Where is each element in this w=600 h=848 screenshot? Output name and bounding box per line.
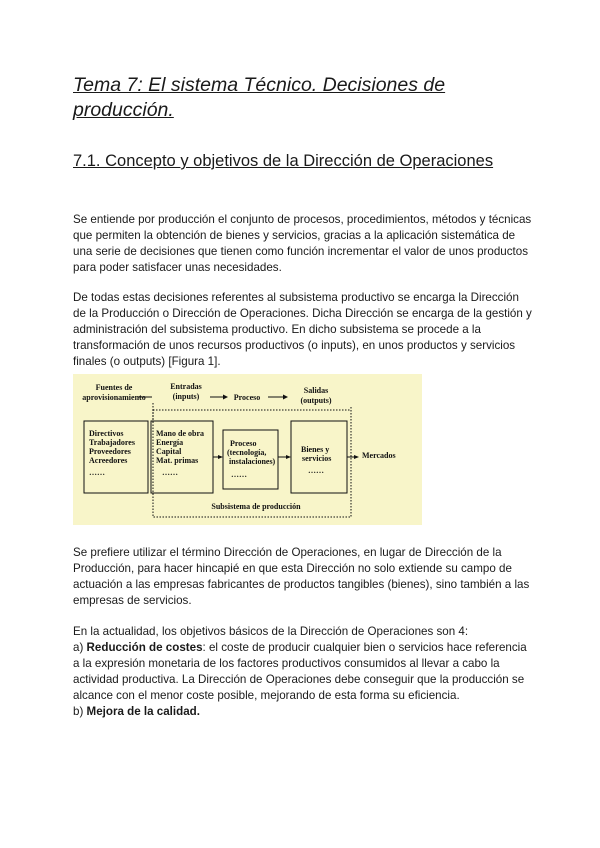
paragraph-definition: Se entiende por producción el conjunto de procesos, procedimientos, métodos y técnicas que permiten la obtención de bienes y servicios, gracias a la aplicación sistemática de una serie de decisiones que tienen como función incrementar el valor de unos productos para poder satisfacer unas necesidades. bbox=[73, 213, 532, 275]
arrowhead bbox=[286, 455, 291, 459]
figure-fuentes-item: Directivos bbox=[89, 429, 124, 438]
figure-proceso-item: instalaciones) bbox=[229, 457, 276, 466]
objective-a bbox=[73, 640, 533, 704]
figure-salidas-item: Bienes y bbox=[301, 445, 330, 454]
figure-header-salidas-2: (outputs) bbox=[300, 396, 332, 405]
objectives-block bbox=[73, 624, 533, 721]
paragraph-operaciones: Se prefiere utilizar el término Dirección de Operaciones, en lugar de Dirección de la Producción, para hacer hincapié en que esta Dirección no solo extiende su campo de actuación a las empresas fabricantes de productos tangibles (bienes), sino también a las empresas de servicios. bbox=[73, 546, 530, 608]
figure-entradas-item: Mat. primas bbox=[156, 456, 199, 465]
figure-header-entradas-1: Entradas bbox=[170, 382, 202, 391]
objective-a-marker: a) bbox=[73, 641, 84, 655]
figure-entradas-item: Capital bbox=[156, 447, 182, 456]
figure-header-fuentes-1: Fuentes de bbox=[95, 383, 133, 392]
figure-fuentes-item: Acreedores bbox=[89, 456, 128, 465]
figure-mercados: Mercados bbox=[362, 451, 396, 460]
figure-fuentes-item: Proveedores bbox=[89, 447, 131, 456]
paragraph-direccion: De todas estas decisiones referentes al subsistema productivo se encarga la Dirección de la Producción o Dirección de Operaciones. Dicha Dirección se encarga de la gestión y administración del subsistema productivo. En dicho subsistema se procede a la transformación de unos recursos productivos (o inputs), en unos productos y servicios finales (o outputs) [Figura 1]. bbox=[73, 291, 532, 369]
objective-b-title: Mejora de la calidad. bbox=[86, 705, 200, 719]
arrowhead bbox=[283, 395, 288, 400]
figure-fuentes-item: Trabajadores bbox=[89, 438, 135, 447]
figure-entradas-item: Mano de obra bbox=[156, 429, 204, 438]
figure-proceso-item: (tecnología, bbox=[227, 448, 267, 457]
figure-diagram bbox=[73, 374, 422, 525]
objectives-intro: En la actualidad, los objetivos básicos de la Dirección de Operaciones son 4: bbox=[73, 625, 469, 638]
figure-entradas-item: Energía bbox=[156, 438, 184, 447]
figure-subsistema-label: Subsistema de producción bbox=[211, 502, 301, 511]
figure-header-salidas-1: Salidas bbox=[303, 386, 329, 395]
figure-proceso-item: …… bbox=[231, 470, 247, 479]
objective-a-title: Reducción de costes bbox=[86, 641, 203, 655]
objective-a-text: : el coste de producir cualquier bien o servicios hace referencia a la expresión monetaria de los factores productivos consumidos al llevar a cabo la actividad productiva. La Dirección de Operaciones debe conseguir que la producción se alcance con el menor coste posible, mejorando de esta forma su eficiencia. bbox=[73, 641, 527, 703]
figure-proceso-item: Proceso bbox=[230, 439, 257, 448]
objective-b-marker: b) bbox=[73, 705, 84, 719]
figure-header-fuentes-2: aprovisionamiento bbox=[82, 393, 146, 402]
figure-entradas-item: …… bbox=[162, 468, 178, 477]
figure-header-proceso: Proceso bbox=[233, 393, 261, 402]
section-heading: 7.1. Concepto y objetivos de la Dirección de Operaciones bbox=[73, 152, 494, 170]
figure-salidas-item: servicios bbox=[302, 454, 332, 463]
arrowhead bbox=[223, 395, 228, 400]
figure-header-entradas-2: (inputs) bbox=[172, 392, 200, 401]
arrowhead bbox=[354, 455, 359, 459]
page-title: Tema 7: El sistema Técnico. Decisiones de producción. bbox=[73, 74, 446, 121]
production-subsystem-figure bbox=[73, 374, 422, 525]
figure-fuentes-item: …… bbox=[89, 468, 105, 477]
objective-b bbox=[73, 704, 533, 720]
arrowhead bbox=[218, 455, 223, 459]
figure-salidas-item: …… bbox=[308, 466, 324, 475]
